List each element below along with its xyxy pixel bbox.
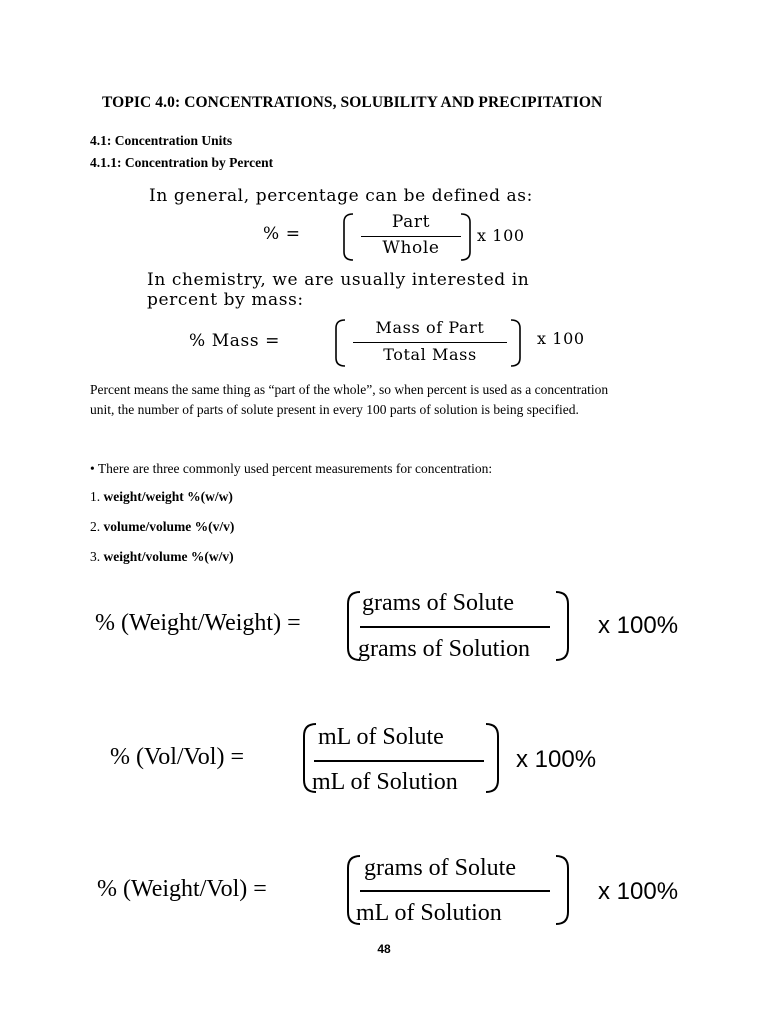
- list-number: 3.: [90, 549, 104, 564]
- fraction-bar: [361, 236, 461, 237]
- figure-line-chemistry: In chemistry, we are usually interested in: [147, 270, 530, 290]
- list-item: [90, 487, 233, 507]
- formula-lhs: % (Weight/Weight) =: [95, 610, 301, 636]
- right-bracket-icon: [509, 318, 523, 368]
- formula-numerator: grams of Solute: [364, 855, 516, 881]
- eq2-lhs: % Mass =: [189, 331, 280, 351]
- list-item-text: weight/weight %(w/w): [103, 489, 233, 504]
- eq2-rhs: x 100: [537, 329, 585, 348]
- left-bracket-icon: [341, 212, 355, 262]
- formula-numerator: grams of Solute: [362, 590, 514, 616]
- page-number: 48: [377, 942, 391, 956]
- eq2-numerator: Mass of Part: [375, 318, 485, 337]
- fraction-bar: [360, 626, 550, 628]
- formula-lhs: % (Vol/Vol) =: [110, 744, 244, 770]
- topic-title: TOPIC 4.0: CONCENTRATIONS, SOLUBILITY AND PRECIPITATION: [102, 94, 603, 111]
- eq1-rhs: x 100: [477, 226, 525, 245]
- formula-denominator: grams of Solution: [358, 636, 530, 662]
- figure-line-mass: percent by mass:: [147, 290, 304, 310]
- eq1-numerator: Part: [391, 212, 431, 232]
- eq2-denominator: Total Mass: [383, 345, 477, 364]
- formula-rhs: x 100%: [598, 878, 679, 905]
- eq1-lhs: % =: [263, 224, 301, 244]
- formula-numerator: mL of Solute: [318, 724, 444, 750]
- percentage-definition-figure: [145, 186, 625, 372]
- eq1-fraction: [355, 212, 467, 262]
- paragraph-line: unit, the number of parts of solute present in every 100 parts of solution is being specified.: [90, 402, 579, 417]
- fraction-bar: [314, 760, 484, 762]
- fraction-bar: [360, 890, 550, 892]
- figure-line-general: In general, percentage can be defined as:: [149, 186, 533, 206]
- list-item-text: weight/volume %(w/v): [103, 549, 234, 564]
- eq1-denominator: Whole: [382, 238, 440, 258]
- eq2-fraction: [345, 318, 515, 368]
- fraction-bar: [353, 342, 507, 343]
- right-bracket-icon: [554, 854, 572, 926]
- formula-denominator: mL of Solution: [312, 769, 458, 795]
- list-number: 2.: [90, 519, 104, 534]
- list-item: [90, 517, 234, 537]
- list-number: 1.: [90, 489, 104, 504]
- formula-denominator: mL of Solution: [356, 900, 502, 926]
- right-bracket-icon: [459, 212, 473, 262]
- right-bracket-icon: [484, 722, 502, 794]
- bullet-text: • There are three commonly used percent measurements for concentration:: [90, 461, 493, 476]
- subsection-heading: 4.1.1: Concentration by Percent: [90, 155, 274, 170]
- section-heading: 4.1: Concentration Units: [90, 133, 233, 148]
- list-item-text: volume/volume %(v/v): [103, 519, 235, 534]
- formula-rhs: x 100%: [516, 746, 597, 773]
- list-item: [90, 547, 234, 567]
- formula-lhs: % (Weight/Vol) =: [97, 876, 267, 902]
- formula-rhs: x 100%: [598, 612, 679, 639]
- paragraph-line: Percent means the same thing as “part of the whole”, so when percent is used as a concentration: [90, 382, 609, 397]
- right-bracket-icon: [554, 590, 572, 662]
